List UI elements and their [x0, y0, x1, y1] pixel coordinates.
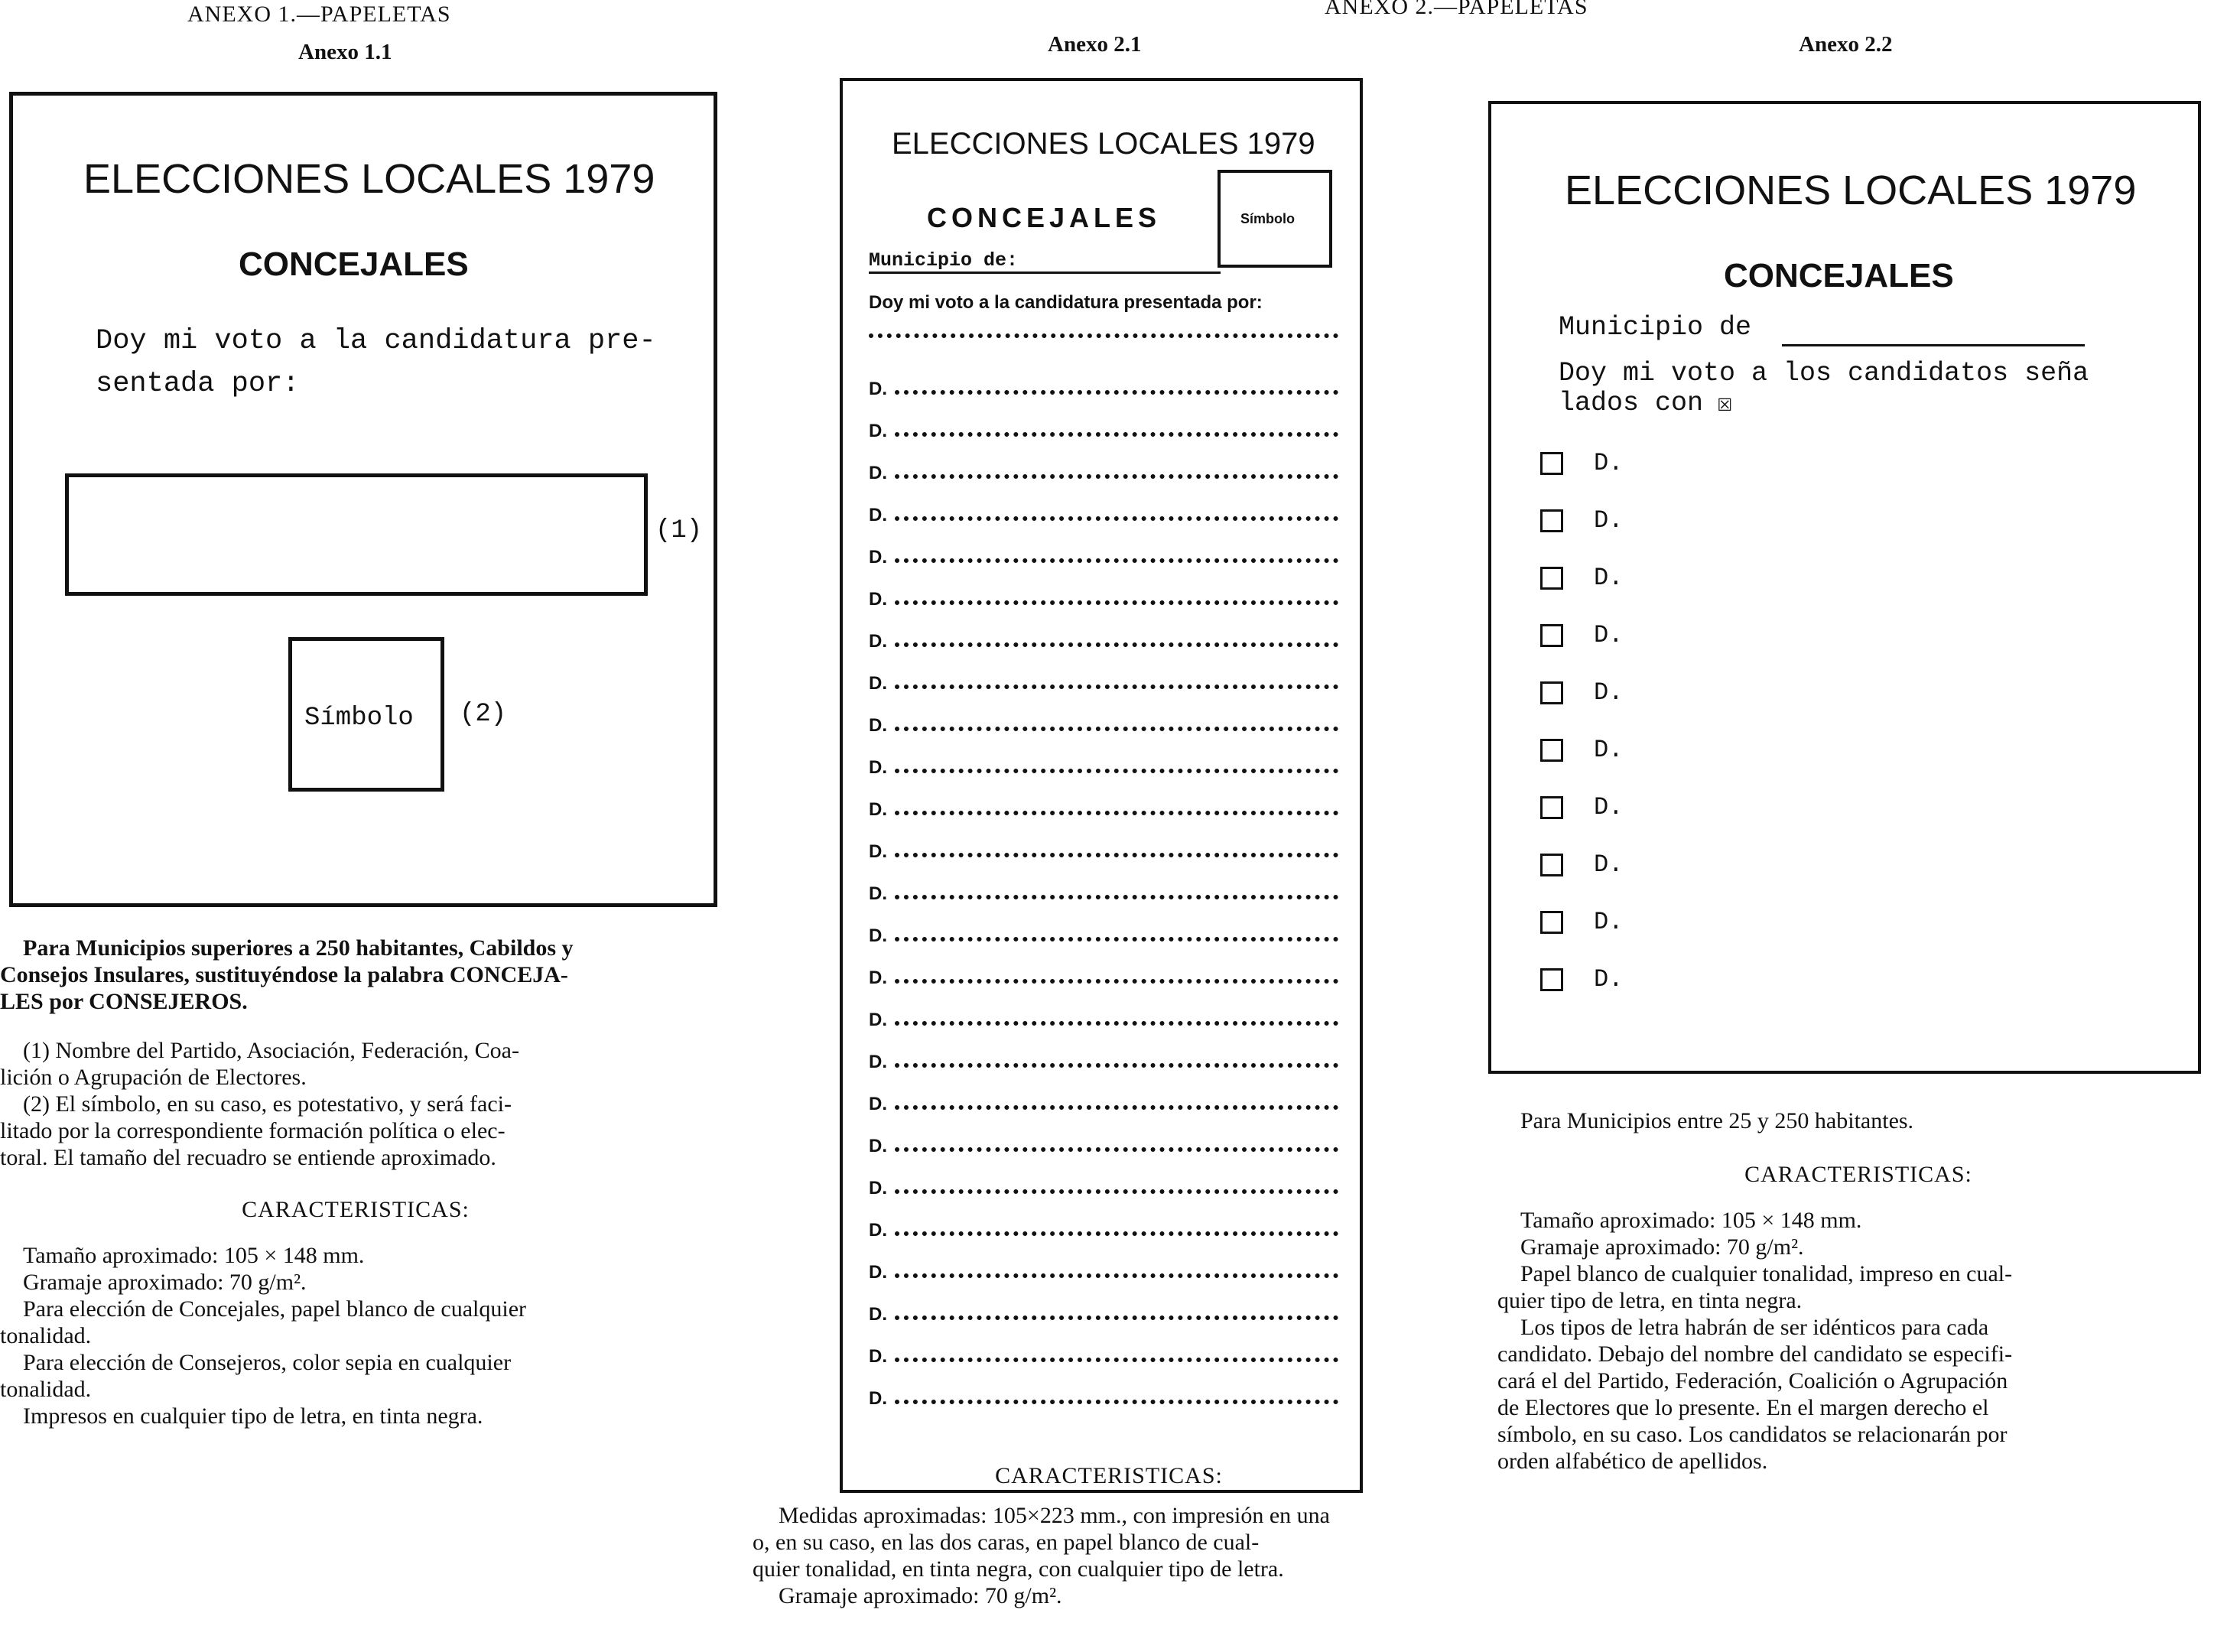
- dotted-line: [895, 474, 1338, 479]
- checkbox-icon: [1540, 681, 1563, 704]
- candidate-line: [869, 737, 1338, 779]
- annex1-1-subheader: Anexo 1.1: [298, 40, 392, 64]
- candidate-row: [1540, 893, 1846, 951]
- candidate-line: [869, 947, 1338, 989]
- note-line: (1) Nombre del Partido, Asociación, Federación, Coa-: [23, 1038, 519, 1063]
- candidate-prefix: D.: [869, 1346, 887, 1367]
- ballot-2-1: [840, 78, 1363, 1493]
- checkbox-icon: [1540, 509, 1563, 532]
- candidate-line: [869, 989, 1338, 1031]
- feature-line: tonalidad.: [0, 1377, 92, 1402]
- dotted-line: [895, 1189, 1338, 1194]
- note-2-marker: (2): [460, 700, 507, 729]
- candidate-prefix: D.: [869, 379, 887, 399]
- intro-line: Consejos Insulares, sustituyéndose la palabra CONCEJA-: [0, 962, 568, 987]
- ballot-title: ELECCIONES LOCALES 1979: [892, 127, 1315, 161]
- note-line: lición o Agrupación de Electores.: [0, 1065, 307, 1090]
- ballot-subtitle: CONCEJALES: [1724, 257, 1954, 294]
- candidate-line: [869, 1157, 1338, 1199]
- dotted-line: [895, 1147, 1338, 1152]
- checkbox-icon: [1540, 739, 1563, 762]
- symbol-box: [1218, 170, 1332, 268]
- ballot-subtitle: CONCEJALES: [239, 246, 469, 283]
- feature-line: tonalidad.: [0, 1323, 92, 1348]
- feature-line: Gramaje aproximado: 70 g/m².: [779, 1583, 1062, 1608]
- dotted-line: [895, 1105, 1338, 1110]
- candidate-row: [1540, 779, 1846, 836]
- ballot-1-1: [9, 92, 717, 907]
- candidate-prefix: D.: [1594, 793, 1624, 821]
- candidate-line: [869, 610, 1338, 652]
- dotted-line: [895, 642, 1338, 647]
- vote-line-1: Doy mi voto a la candidatura pre-: [96, 325, 656, 357]
- vote-line-2: sentada por:: [96, 368, 300, 400]
- candidate-line: [869, 694, 1338, 737]
- dotted-line: [895, 727, 1338, 731]
- candidate-row: [1540, 836, 1846, 893]
- dotted-line: [895, 1063, 1338, 1068]
- dotted-line: [895, 390, 1338, 395]
- candidate-prefix: D.: [869, 1262, 887, 1283]
- dotted-line: [895, 558, 1338, 563]
- candidate-prefix: D.: [1594, 678, 1624, 707]
- candidate-line: [869, 400, 1338, 442]
- candidate-row: [1540, 434, 1846, 492]
- candidate-prefix: D.: [869, 1178, 887, 1198]
- vote-line: Doy mi voto a la candidatura presentada por:: [869, 292, 1263, 313]
- feature-line: o, en su caso, en las dos caras, en papel blanco de cual-: [753, 1530, 1260, 1555]
- candidate-list: [869, 358, 1338, 1410]
- dotted-line: [895, 769, 1338, 773]
- candidate-line: [869, 526, 1338, 568]
- feature-line: Tamaño aproximado: 105 × 148 mm.: [23, 1243, 365, 1268]
- symbol-label: Símbolo: [304, 704, 414, 733]
- candidate-prefix: D.: [869, 715, 887, 736]
- checkbox-icon: [1540, 452, 1563, 475]
- dotted-line: [895, 1231, 1338, 1236]
- candidate-line: [869, 442, 1338, 484]
- candidate-prefix: D.: [869, 673, 887, 694]
- feature-line: Tamaño aproximado: 105 × 148 mm.: [1520, 1208, 1862, 1233]
- candidate-line: [869, 358, 1338, 400]
- dotted-line: [895, 979, 1338, 984]
- annex2-1-subheader: Anexo 2.1: [1048, 32, 1142, 57]
- dotted-line: [895, 937, 1338, 941]
- candidate-prefix: D.: [869, 1052, 887, 1072]
- ballot-2-2: [1488, 101, 2201, 1074]
- candidate-line: [869, 1241, 1338, 1283]
- feature-line: candidato. Debajo del nombre del candidato se especifi-: [1497, 1341, 2013, 1367]
- party-name-box: [65, 473, 648, 596]
- candidate-line: [869, 1325, 1338, 1367]
- annex1-header: ANEXO 1.—PAPELETAS: [187, 2, 451, 27]
- candidate-prefix: D.: [869, 1094, 887, 1114]
- annex2-1-features-title: CARACTERISTICAS:: [995, 1463, 1223, 1488]
- candidate-row: [1540, 606, 1846, 664]
- candidate-line: [869, 1367, 1338, 1410]
- candidate-prefix: D.: [869, 631, 887, 652]
- municipio-label: Municipio de:: [869, 249, 1221, 274]
- candidate-prefix: D.: [1594, 449, 1624, 477]
- candidate-line: [869, 821, 1338, 863]
- feature-line: Para elección de Concejales, papel blanco de cualquier: [23, 1296, 527, 1322]
- vote-line-1: Doy mi voto a los candidatos seña: [1559, 358, 2089, 389]
- candidate-prefix: D.: [869, 967, 887, 988]
- candidate-line: [869, 568, 1338, 610]
- checkbox-icon: [1540, 624, 1563, 647]
- candidate-prefix: D.: [869, 757, 887, 778]
- candidate-line: [869, 1199, 1338, 1241]
- candidate-prefix: D.: [869, 547, 887, 567]
- candidate-prefix: D.: [869, 841, 887, 862]
- feature-line: Para elección de Consejeros, color sepia en cualquier: [23, 1350, 512, 1375]
- annex2-2-intro: Para Municipios entre 25 y 250 habitantes.: [1520, 1108, 1914, 1133]
- candidate-prefix: D.: [869, 421, 887, 441]
- candidate-prefix: D.: [869, 1388, 887, 1409]
- annex2-2-features: [1497, 1207, 2212, 1475]
- candidate-row: [1540, 664, 1846, 721]
- candidate-line: [869, 1283, 1338, 1325]
- candidate-prefix: D.: [869, 1136, 887, 1156]
- checkbox-icon: [1540, 796, 1563, 819]
- candidate-prefix: D.: [1594, 965, 1624, 993]
- feature-line: cará el del Partido, Federación, Coalición o Agrupación: [1497, 1368, 2008, 1393]
- candidate-prefix: D.: [869, 925, 887, 946]
- note-line: toral. El tamaño del recuadro se entiende aproximado.: [0, 1145, 496, 1170]
- dotted-line: [895, 1358, 1338, 1362]
- dotted-line: [895, 811, 1338, 815]
- annex1-features: [0, 1242, 711, 1429]
- annex2-2-features-title: CARACTERISTICAS:: [1744, 1162, 1972, 1187]
- candidate-prefix: D.: [1594, 621, 1624, 649]
- feature-line: quier tonalidad, en tinta negra, con cualquier tipo de letra.: [753, 1556, 1284, 1582]
- dotted-line: [895, 853, 1338, 857]
- ballot-subtitle: CONCEJALES: [927, 202, 1162, 233]
- candidate-line: [869, 779, 1338, 821]
- checkbox-icon: [1540, 911, 1563, 934]
- annex1-intro: [0, 935, 711, 1015]
- feature-line: Los tipos de letra habrán de ser idénticos para cada: [1520, 1315, 1989, 1340]
- candidate-line: [869, 905, 1338, 947]
- feature-line: de Electores que lo presente. En el margen derecho el: [1497, 1395, 1989, 1420]
- candidate-line: [869, 652, 1338, 694]
- candidate-row: [1540, 549, 1846, 606]
- candidate-row: [1540, 721, 1846, 779]
- candidate-line: [869, 1115, 1338, 1157]
- checkbox-icon: [1540, 854, 1563, 876]
- candidate-prefix: D.: [1594, 908, 1624, 936]
- note-line: litado por la correspondiente formación política o elec-: [0, 1118, 506, 1143]
- symbol-label: Símbolo: [1240, 211, 1295, 226]
- checkbox-icon: [1540, 968, 1563, 991]
- party-dotted-line: [869, 333, 1338, 338]
- candidate-prefix: D.: [1594, 506, 1624, 535]
- checkbox-icon: [1540, 567, 1563, 590]
- dotted-line: [895, 600, 1338, 605]
- municipio-label: Municipio de: [1559, 312, 1752, 343]
- feature-line: Gramaje aproximado: 70 g/m².: [23, 1270, 307, 1295]
- vote-line-2-row: [1559, 387, 1733, 419]
- dotted-line: [895, 1315, 1338, 1320]
- ballot-title: ELECCIONES LOCALES 1979: [83, 156, 655, 202]
- candidate-line: [869, 484, 1338, 526]
- annex1-features-title: CARACTERISTICAS:: [242, 1197, 470, 1222]
- note-1-marker: (1): [655, 516, 703, 545]
- annex2-1-features: [753, 1502, 1462, 1609]
- dotted-line: [895, 685, 1338, 689]
- dotted-line: [895, 1021, 1338, 1026]
- candidate-prefix: D.: [869, 463, 887, 483]
- candidate-prefix: D.: [869, 1220, 887, 1241]
- feature-line: Medidas aproximadas: 105×223 mm., con impresión en una: [779, 1503, 1330, 1528]
- candidate-line: [869, 863, 1338, 905]
- feature-line: símbolo, en su caso. Los candidatos se relacionarán por: [1497, 1422, 2008, 1447]
- dotted-line: [895, 1273, 1338, 1278]
- dotted-line: [895, 1400, 1338, 1404]
- annex2-2-subheader: Anexo 2.2: [1799, 32, 1893, 57]
- candidate-prefix: D.: [869, 505, 887, 525]
- dotted-line: [895, 516, 1338, 521]
- candidate-row: [1540, 492, 1846, 549]
- candidate-prefix: D.: [869, 1010, 887, 1030]
- ballot-title: ELECCIONES LOCALES 1979: [1565, 167, 2137, 213]
- feature-line: quier tipo de letra, en tinta negra.: [1497, 1288, 1803, 1313]
- annex1-notes: [0, 1037, 711, 1171]
- candidate-line: [869, 1073, 1338, 1115]
- candidate-list: [1540, 434, 1846, 1008]
- feature-line: Gramaje aproximado: 70 g/m².: [1520, 1234, 1804, 1260]
- candidate-prefix: D.: [869, 799, 887, 820]
- dotted-line: [895, 432, 1338, 437]
- candidate-prefix: D.: [869, 1304, 887, 1325]
- municipio-blank: [1782, 344, 2085, 346]
- feature-line: Papel blanco de cualquier tonalidad, impreso en cual-: [1520, 1261, 2013, 1286]
- candidate-prefix: D.: [869, 883, 887, 904]
- feature-line: Impresos en cualquier tipo de letra, en tinta negra.: [23, 1403, 483, 1429]
- candidate-prefix: D.: [869, 589, 887, 610]
- candidate-line: [869, 1031, 1338, 1073]
- candidate-prefix: D.: [1594, 736, 1624, 764]
- candidate-prefix: D.: [1594, 850, 1624, 879]
- candidate-row: [1540, 951, 1846, 1008]
- checked-box-icon: ☒: [1717, 390, 1733, 419]
- intro-line: Para Municipios superiores a 250 habitantes, Cabildos y: [23, 935, 574, 961]
- intro-line: LES por CONSEJEROS.: [0, 989, 248, 1014]
- annex2-header: ANEXO 2.—PAPELETAS: [1325, 0, 1588, 19]
- dotted-line: [895, 895, 1338, 899]
- note-line: (2) El símbolo, en su caso, es potestativo, y será faci-: [23, 1091, 512, 1117]
- feature-line: orden alfabético de apellidos.: [1497, 1449, 1768, 1474]
- vote-line-2: lados con: [1559, 388, 1704, 418]
- symbol-box: [288, 637, 444, 792]
- candidate-prefix: D.: [1594, 564, 1624, 592]
